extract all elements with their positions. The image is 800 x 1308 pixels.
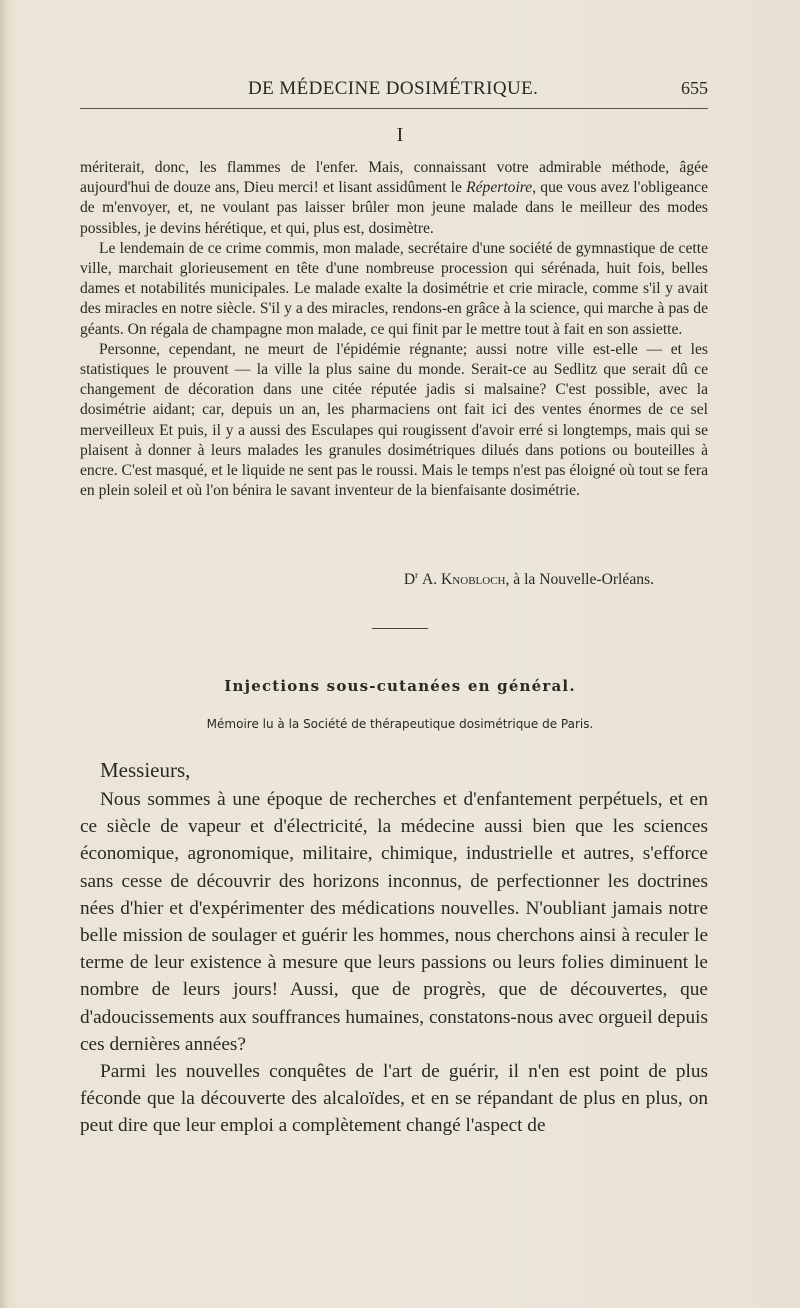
signature-place: , à la Nouvelle-Orléans.: [505, 571, 654, 589]
memoir-body: [80, 786, 708, 1140]
signature-name: A. Knobloch: [421, 571, 506, 589]
letter-paragraph-2: Le lendemain de ce crime commis, mon malade, secrétaire d'une société de gymnastique de cette ville, marchait glorieusement en tête d'une nombreuse procession qui sérénada, huit fois, belles dames et notabilités municipales. Le malade exalte la dosimétrie et crie miracle, comme s'il y avait des miracles en notre siècle. S'il y a des miracles, rendons-en grâce à la science, qui marche à pas de géants. On régala de champagne mon malade, ce qui finit par le mettre tout à fait en son assiette.: [80, 239, 708, 338]
letter-paragraph-3: Personne, cependant, ne meurt de l'épidémie régnante; aussi notre ville est-elle — et les statistiques le prouvent — la ville la plus saine du monde. Serait-ce au Sedlitz que serait dû ce changement de décoration dans une citée réputée jadis si malsaine? C'est possible, avec la dosimétrie aidant; car, depuis un an, les pharmaciens ont fait ici des ventes énormes de ce sel merveilleux Et puis, il y a aussi des Esculapes qui rougissent d'avoir erré si longtemps, mais qui se plaisent à donner à leurs malades les granules dosimétriques dilués dans potions ou bouteilles à encre. C'est masqué, et le liquide ne sent pas le roussi. Mais le temps n'est pas éloigné où tout se fera en plein soleil et où l'on bénira le savant inventeur de la bienfaisante dosimétrie.: [80, 340, 708, 500]
memoir-paragraph-2: Parmi les nouvelles conquêtes de l'art de guérir, il n'en est point de plus féconde que la découverte des alcaloïdes, et en se répandant de plus en plus, on peut dire que leur emploi a complètement changé l'aspect de: [80, 1061, 708, 1137]
signature-mark: I: [396, 124, 404, 146]
journal-title: Répertoire: [466, 179, 533, 197]
running-title: DE MÉDECINE DOSIMÉTRIQUE.: [248, 78, 539, 99]
page-number: 655: [681, 78, 708, 98]
letter-paragraph-1: mériterait, donc, les flammes de l'enfer. Mais, connaissant votre admirable méthode, âgée aujourd'hui de douze ans, Dieu merci! et lisant assidûment le Répertoire, que vous avez l'obligeance de m'envoyer, et, ne voulant pas laisser brûler mon jeune malade dans le meilleur des modes possibles, je devins hérétique, et qui, plus est, dosimètre.: [80, 159, 708, 237]
salutation: Messieurs,: [100, 758, 191, 782]
page-binding-shadow: [0, 0, 8, 1308]
section-subtitle: Mémoire lu à la Société de thérapeutique dosimétrique de Paris.: [206, 717, 594, 731]
section-title: Injections sous-cutanées en général.: [224, 677, 576, 695]
signature-title: $D^r$: [403, 570, 419, 589]
letter-signature: [80, 570, 654, 589]
section-separator: [372, 628, 428, 629]
letter-body: [80, 158, 708, 501]
memoir-paragraph-1: Nous sommes à une époque de recherches et d'enfantement perpétuels, et en ce siècle de vapeur et d'électricité, la médecine aussi bien que les sciences économique, agronomique, militaire, chimique, industrielle et autres, s'efforce sans cesse de découvrir des horizons inconnus, de perfectionner les doctrines nées d'hier et d'expérimenter des médications nouvelles. N'oubliant jamais notre belle mission de soulager et guérir les hommes, nous cherchons ainsi à reculer le terme de leur existence à mesure que leurs passions ou leurs folies diminuent le nombre de leurs jours! Aussi, que de progrès, que de découvertes, que d'adoucissements aux souffrances humaines, constatons-nous avec orgueil depuis ces dernières années?: [80, 789, 708, 1055]
header-rule: [80, 108, 708, 109]
page-header: [80, 78, 708, 102]
